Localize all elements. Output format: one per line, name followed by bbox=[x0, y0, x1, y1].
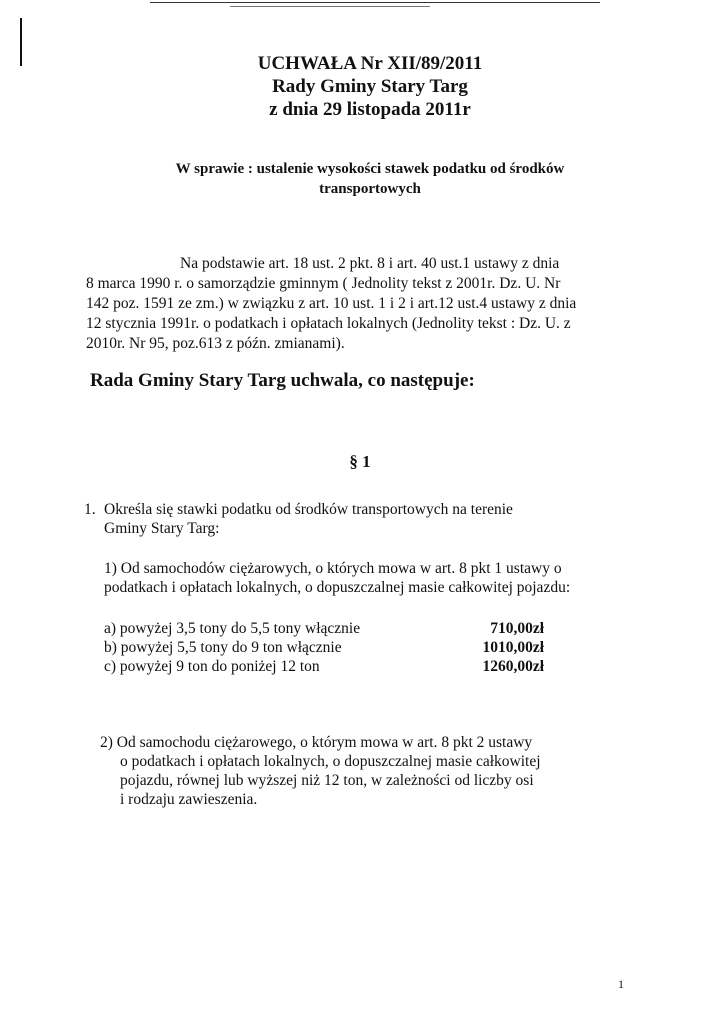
title-line: Rady Gminy Stary Targ bbox=[272, 76, 468, 97]
rate-row bbox=[104, 620, 544, 639]
preamble-line: 142 poz. 1591 ze zm.) w związku z art. 10 ust. 1 i 2 i art.12 ust.4 ustawy z dnia bbox=[86, 295, 577, 312]
list-item-1 bbox=[84, 500, 644, 538]
rate-label: c) powyżej 9 ton do poniżej 12 ton bbox=[104, 658, 320, 675]
preamble-line: 12 stycznia 1991r. o podatkach i opłatach lokalnych (Jednolity tekst : Dz. U. z bbox=[86, 315, 571, 332]
sub-item-line: i rodzaju zawieszenia. bbox=[120, 791, 258, 808]
document-title bbox=[200, 52, 540, 121]
rate-label: a) powyżej 3,5 tony do 5,5 tony włącznie bbox=[104, 620, 361, 637]
rate-amount: 710,00zł bbox=[490, 620, 544, 637]
subject-line: transportowych bbox=[319, 181, 421, 197]
scan-artifact-line bbox=[230, 6, 430, 7]
preamble-line: 8 marca 1990 r. o samorządzie gminnym ( Jednolity tekst z 2001r. Dz. U. Nr bbox=[86, 275, 561, 292]
preamble bbox=[86, 254, 646, 354]
sub-item-2 bbox=[100, 733, 600, 809]
scan-artifact-line bbox=[150, 2, 600, 3]
rates-list bbox=[104, 620, 544, 677]
section-mark: § 1 bbox=[349, 452, 371, 471]
rate-label: b) powyżej 5,5 tony do 9 ton włącznie bbox=[104, 639, 342, 656]
rate-row bbox=[104, 639, 544, 658]
subject bbox=[120, 159, 620, 199]
title-line: z dnia 29 listopada 2011r bbox=[269, 99, 471, 120]
page-number: 1 bbox=[618, 977, 624, 991]
item-line: Gminy Stary Targ: bbox=[104, 520, 220, 537]
title-line: UCHWAŁA Nr XII/89/2011 bbox=[257, 53, 483, 74]
rate-amount: 1010,00zł bbox=[482, 639, 544, 656]
sub-item-line: 2) Od samochodu ciężarowego, o którym mowa w art. 8 pkt 2 ustawy bbox=[100, 734, 533, 751]
sub-item-line: podatkach i opłatach lokalnych, o dopuszczalnej masie całkowitej pojazdu: bbox=[104, 579, 571, 596]
rate-row bbox=[104, 658, 544, 677]
rate-amount: 1260,00zł bbox=[482, 658, 544, 675]
sub-item-line: o podatkach i opłatach lokalnych, o dopuszczalnej masie całkowitej bbox=[120, 753, 541, 770]
preamble-line: Na podstawie art. 18 ust. 2 pkt. 8 i art. 40 ust.1 ustawy z dnia bbox=[180, 255, 560, 272]
resolution-heading: Rada Gminy Stary Targ uchwala, co następuje: bbox=[90, 370, 475, 391]
sub-item-1 bbox=[104, 559, 644, 597]
item-line: Określa się stawki podatku od środków transportowych na terenie bbox=[104, 501, 513, 518]
preamble-line: 2010r. Nr 95, poz.613 z późn. zmianami). bbox=[86, 335, 345, 352]
sub-item-line: pojazdu, równej lub wyższej niż 12 ton, w zależności od liczby osi bbox=[120, 772, 534, 789]
item-number: 1. bbox=[84, 501, 96, 518]
subject-line: W sprawie : ustalenie wysokości stawek podatku od środków bbox=[175, 161, 565, 177]
margin-mark bbox=[20, 18, 22, 66]
sub-item-line: 1) Od samochodów ciężarowych, o których mowa w art. 8 pkt 1 ustawy o bbox=[104, 560, 562, 577]
